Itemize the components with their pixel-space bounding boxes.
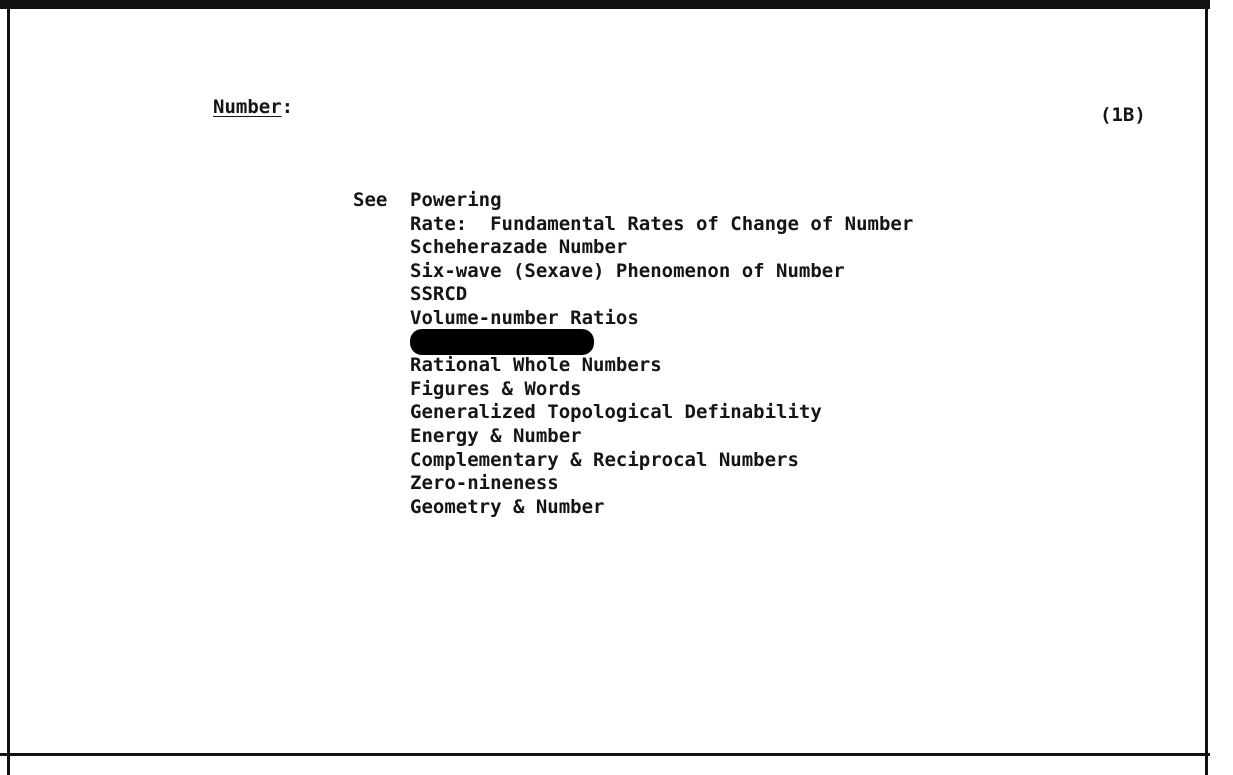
- list-item: Geometry & Number: [410, 495, 605, 518]
- list-item: Six-wave (Sexave) Phenomenon of Number: [410, 259, 845, 282]
- list-item: Energy & Number: [410, 424, 582, 447]
- list-item: Complementary & Reciprocal Numbers: [410, 448, 799, 471]
- list-item: Volume-number Ratios: [410, 306, 639, 329]
- heading-title: Number: [213, 96, 282, 118]
- see-label: See: [353, 189, 388, 211]
- list-item: Generalized Topological Definability: [410, 401, 822, 424]
- list-item: Rate: Fundamental Rates of Change of Number: [410, 212, 914, 235]
- cross-reference-list: [410, 189, 913, 519]
- page-code: (1B): [1100, 104, 1146, 126]
- list-item: Zero-nineness: [410, 472, 559, 495]
- frame-right-border: [1205, 6, 1208, 775]
- list-item: Figures & Words: [410, 377, 582, 400]
- frame-top-border: [0, 0, 1210, 9]
- page-heading: [213, 96, 293, 118]
- list-item: SSRCD: [410, 283, 468, 306]
- list-item: Powering: [410, 189, 502, 211]
- redaction-bar: [410, 329, 594, 355]
- frame-left-border: [7, 0, 10, 775]
- list-item: Scheherazade Number: [410, 236, 628, 259]
- frame-bottom-border: [0, 753, 1210, 756]
- list-item: Rational Whole Numbers: [410, 354, 662, 377]
- heading-colon: :: [281, 96, 294, 118]
- redacted-entry: [410, 331, 913, 355]
